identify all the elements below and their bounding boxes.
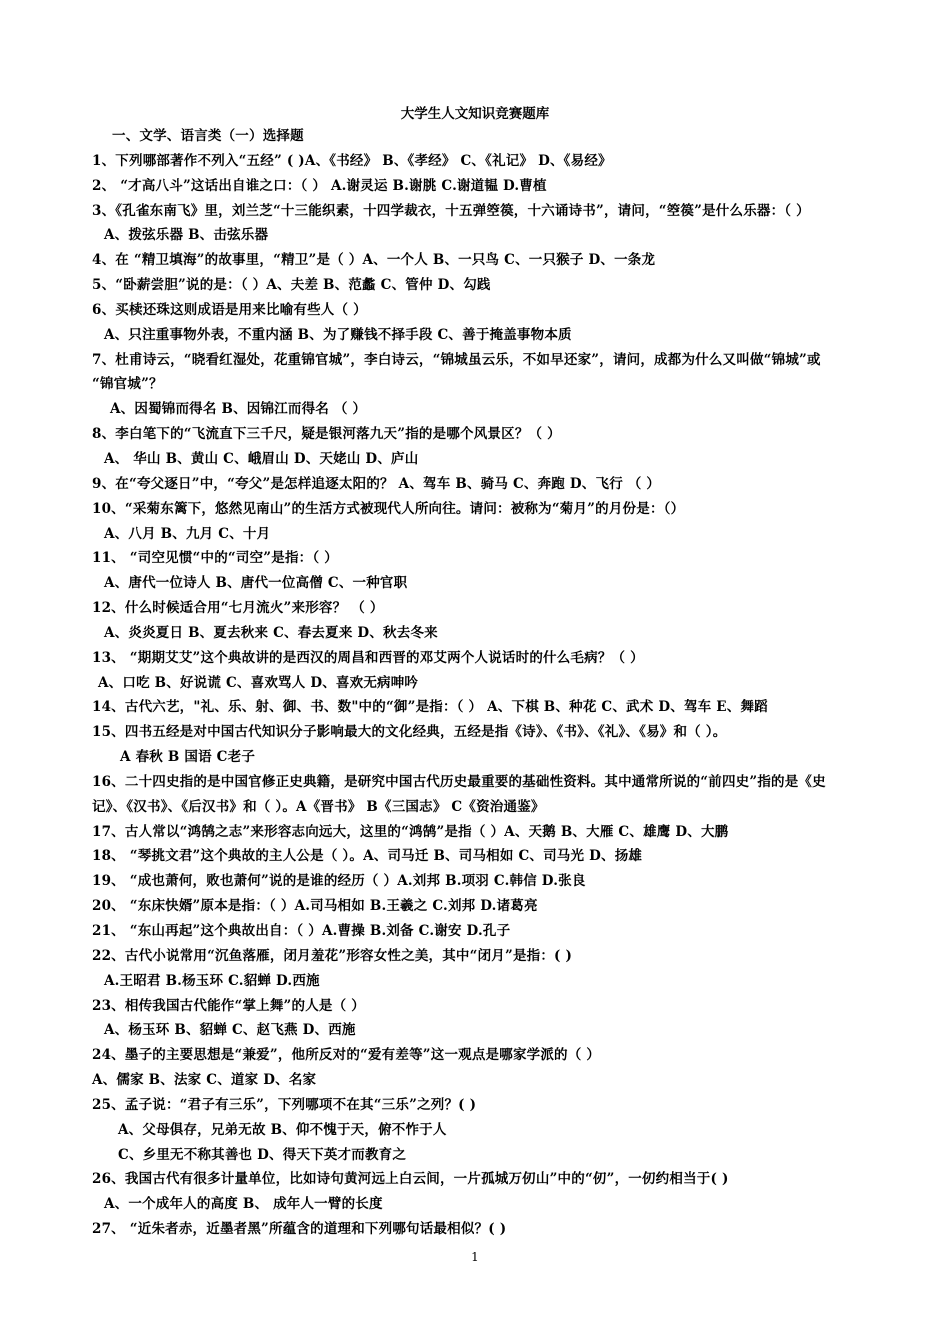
text-line: A、唐代一位诗人 B、唐代一位高僧 C、一种官职 [104, 575, 408, 592]
text-line: A、一个成年人的高度 B、 成年人一臂的长度 [104, 1196, 383, 1213]
text-line: 17、古人常以“鸿鹄之志”来形容志向远大，这里的“鸿鹄”是指（ ）A、天鹅 B、大雁 C、雄鹰 D、大鹏 [92, 823, 729, 840]
page-number: 1 [471, 1250, 479, 1264]
text-line: 10、“采菊东篱下，悠然见南山”的生活方式被现代人所向往。请问：被称为“菊月”的月份是：（） [92, 500, 685, 517]
text-line: 12、什么时候适合用“七月流火”来形容？ （ ） [92, 600, 384, 617]
text-line: 26、我国古代有很多计量单位，比如诗句黄河远上白云间，一片孤城万仞山”中的“仞”，一仞约相当于( ) [92, 1171, 729, 1188]
text-line: 一、文学、语言类（一）选择题 [112, 128, 304, 144]
text-line: 24、墨子的主要思想是“兼爱”，他所反对的“爱有差等”这一观点是哪家学派的（ ） [92, 1047, 601, 1064]
text-line: A、口吃 B、好说谎 C、喜欢骂人 D、喜欢无病呻吟 [98, 674, 419, 691]
text-line: 23、相传我国古代能作“掌上舞”的人是（ ） [92, 997, 365, 1014]
text-line: 记》、《汉书》、《后汉书》和（ ）。A《晋书》 B《三国志》 C《资治通鉴》 [92, 798, 545, 815]
text-line: A.王昭君 B.杨玉环 C.貂蝉 D.西施 [104, 972, 320, 989]
question-list [0, 124, 950, 1242]
text-line: 14、古代六艺，"礼、乐、射、御、书、数"中的“御”是指：（ ） A、下棋 B、种花 C、武术 D、驾车 E、舞蹈 [92, 699, 768, 716]
text-line: A、因蜀锦而得名 B、因锦江而得名 （ ） [110, 401, 367, 418]
text-line: 21、 “东山再起”这个典故出自：（ ）A.曹操 B.刘备 C.谢安 D.孔子 [92, 923, 511, 939]
text-line: 25、孟子说：“君子有三乐”，下列哪项不在其“三乐”之列？( ) [92, 1096, 477, 1113]
text-line: A、 华山 B、黄山 C、峨眉山 D、天姥山 D、庐山 [104, 450, 419, 467]
text-line: 15、四书五经是对中国古代知识分子影响最大的文化经典，五经是指《诗》、《书》、《礼》、《易》和（ ）。 [92, 724, 727, 741]
text-line: 2、 “才高八斗”这话出自谁之口：（ ） A.谢灵运 B.谢朓 C.谢道韫 D.曹植 [92, 177, 547, 194]
text-line: C、乡里无不称其善也 D、得天下英才而教育之 [118, 1146, 407, 1163]
text-line: 27、 “近朱者赤，近墨者黑”所蕴含的道理和下列哪句话最相似？( ) [92, 1221, 507, 1238]
text-line: 1、下列哪部著作不列入“五经” ( )A、《书经》 B、《孝经》 C、《礼记》 D、《易经》 [92, 152, 612, 169]
text-line: A、父母俱存，兄弟无故 B、仰不愧于天，俯不怍于人 [118, 1121, 447, 1138]
text-line: 4、在 “精卫填海”的故事里，“精卫”是（ ）A、一个人 B、一只鸟 C、一只猴子 D、一条龙 [92, 252, 656, 269]
text-line: A、拨弦乐器 B、击弦乐器 [104, 227, 269, 244]
text-line: 11、 “司空见惯“中的“司空”是指：（ ） [92, 550, 338, 567]
text-line: 20、 “东床快婿”原本是指：（ ）A.司马相如 B.王羲之 C.刘邦 D.诸葛亮 [92, 898, 538, 915]
text-line: 18、 “琴挑文君”这个典故的主人公是（ ）。A、司马迁 B、司马相如 C、司马光 D、扬雄 [92, 848, 643, 865]
text-line: 19、 “成也萧何，败也萧何”说的是谁的经历（ ）A.刘邦 B.项羽 C.韩信 D.张良 [92, 873, 586, 890]
text-line: 13、 “期期艾艾”这个典故讲的是西汉的周昌和西晋的邓艾两个人说话时的什么毛病？（ ） [92, 649, 644, 666]
text-line: 7、杜甫诗云，“晓看红湿处，花重锦官城”，李白诗云，“锦城虽云乐，不如早还家”，请问，成都为什么又叫做“锦城”或 [92, 351, 821, 368]
text-line: 22、古代小说常用“沉鱼落雁，闭月羞花”形容女性之美，其中“闭月”是指：( ) [92, 947, 573, 964]
text-line: A、只注重事物外表，不重内涵 B、为了赚钱不择手段 C、善于掩盖事物本质 [104, 326, 572, 343]
document-title: 大学生人文知识竞赛题库 [400, 106, 550, 122]
text-line: 3、《孔雀东南飞》里，刘兰芝“十三能织素，十四学裁衣，十五弹箜篌，十六诵诗书”，请问，“箜篌”是什么乐器：（ ） [92, 202, 810, 219]
text-line: “锦官城”？ [92, 376, 163, 393]
text-line: 6、买椟还珠这则成语是用来比喻有些人（ ） [92, 301, 367, 318]
text-line: 8、李白笔下的“飞流直下三千尺，疑是银河落九天”指的是哪个风景区？（ ） [92, 426, 561, 443]
text-line: A、八月 B、九月 C、十月 [104, 525, 271, 542]
text-line: A、杨玉环 B、貂蝉 C、赵飞燕 D、西施 [104, 1022, 356, 1039]
text-line: 9、在“夸父逐日”中，“夸父”是怎样追逐太阳的？ A、驾车 B、骑马 C、奔跑 D、飞行 （ ） [92, 475, 661, 492]
text-line: A、儒家 B、法家 C、道家 D、名家 [92, 1072, 317, 1089]
text-line: A 春秋 B 国语 C老子 [120, 749, 256, 766]
text-line: 16、二十四史指的是中国官修正史典籍，是研究中国古代历史最重要的基础性资料。其中通常所说的“前四史”指的是《史 [92, 773, 826, 790]
text-line: A、炎炎夏日 B、夏去秋来 C、春去夏来 D、秋去冬来 [104, 624, 438, 641]
text-line: 5、“卧薪尝胆”说的是：（ ）A、夫差 B、范蠡 C、管仲 D、勾践 [92, 277, 491, 294]
